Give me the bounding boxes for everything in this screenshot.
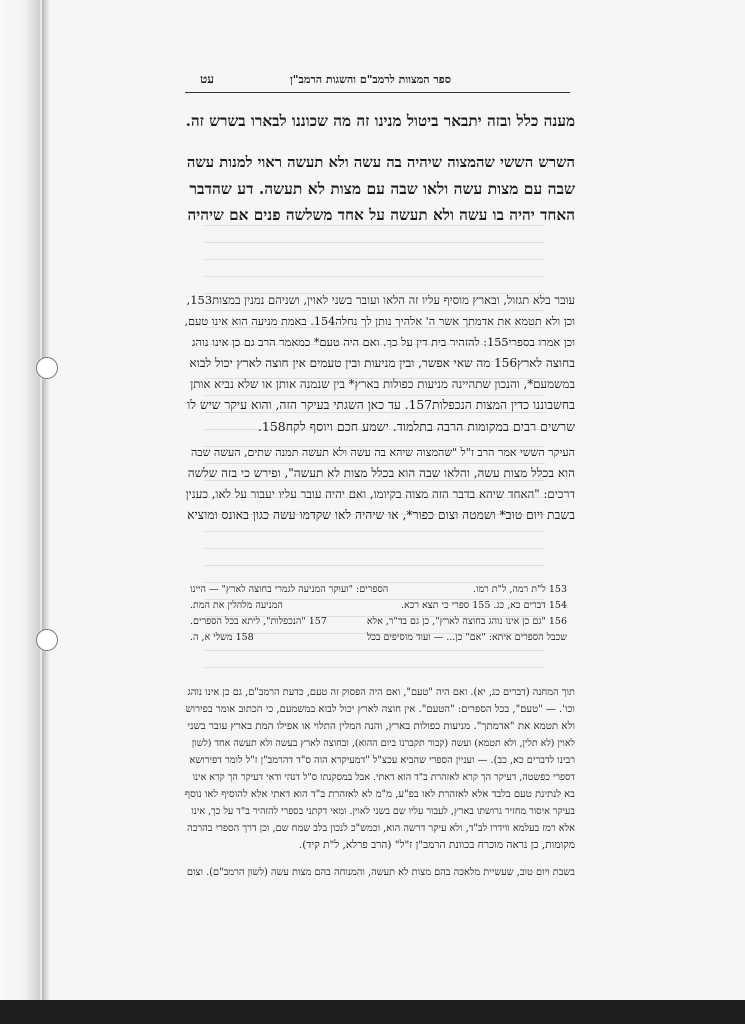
heading-line: השרש הששי שהמצוה שיהיה בה עשה ולא תעשה ראוי למנות עשה [186, 154, 575, 171]
footnote: 157 "הנכפלות", ליתא בכל הספרים. [190, 616, 327, 627]
punch-hole-icon [36, 357, 58, 379]
footnote: הספרים: "ועוקר המניעה לגמרי בחוצה לארץ" — היינו [190, 584, 389, 595]
footnote: שכבל הספרים איתא: "אם" כן... — ועוד מוסיפים בכל [366, 632, 567, 643]
footnote: 158 משלי א, ה. [190, 632, 254, 643]
body-line: דרכים: "האחד שיהא בדבר הזה מצוה בקיומו, ואם יהיה עובר עליו יעבור על לאו, כענין [185, 487, 575, 501]
header-rule [185, 92, 570, 93]
punch-hole-icon [36, 629, 58, 651]
body-line: העיקר הששי אמר הרב ז"ל "שהמצוה שיהא בה עשה ולא תעשה תמנה שתים, העשה שבה [190, 446, 575, 459]
heading-line: האחד יהיה בו עשה ולא תעשה על אחד משלשה פנים אם שיהיה [187, 206, 575, 224]
scan-margin [0, 0, 40, 1024]
body-line: בשבת ויום טוב* ושמטה וצום כפור*, או שיהיה לאו שקדמו עשה כגון באונס ומוציא [187, 508, 575, 522]
commentary-line: בעיקר איסור מחזיר גרושתו בארץ, לעבור עליו שם בשני לאוין. ומאי דקתני בספרי להזהיר ב"ד על כך, אינו [191, 806, 575, 817]
page-edge-shadow [42, 0, 50, 1000]
heading-line: מענה כלל ובזה יתבאר ביטול מנינו זה מה שכוננו לבארו בשרש זה. [185, 112, 575, 130]
commentary-line: תוך המחנה (דברים כג, יא). ואם היה "טעם", ואם היה הפסוק זה טעם, כדעת הרמב"ם, גם כן אינו נוהג [187, 687, 575, 698]
body-line: וכן אמרו בספרי155: להזהיר בית דין על כך. ואם היה טעם* כמאמר הרב גם כן אינו נוהג [191, 336, 575, 349]
commentary-line: דספרי כפשטה, דעיקר הך קרא לאזהרת ב"ד הוא דאתי. אבל במסקנתו ס"ל דנהי ודאי דעיקר הך קרא אינו [192, 772, 575, 783]
commentary-line: בא לנתינת טעם בלבד אלא לאזהרת לאו בפ"ע, מ"מ לא לאזהרת ב"ד הוא דאתי אלא להוסיף לאו נוסף [184, 789, 575, 800]
body-line: הוא בכלל מצות עשה, והלאו שבה הוא בכלל מצות לא תעשה", ופירש כי בזה שלשה [187, 466, 575, 480]
footnote: 156 "גם כן אינו נוהג בחוצה לארץ", כן גם בד"ר, אלא [366, 616, 567, 627]
scanner-bottom-bar [0, 1000, 745, 1024]
commentary-line: אלא רמז בעלמא ווידרו לב"ד, ולא עיקר דרשה הוא, וכמש"כ לנכון בלב שמח שם, וכן דרך הספרי בהרבה [187, 823, 575, 834]
commentary-line: רבינו לדברים כא, כב). — ועניין הספרי שהביא עכצ"ל "דמעיקרא הוה ס"ד דהרמב"ן ז"ל לומר דפירושא [189, 755, 575, 766]
body-line: עובר בלא תגזול, ובארץ מוסיף עליו זה הלאו ועובר בשני לאוין, ושניהם נמנין במצות153, [186, 293, 575, 307]
commentary-line: לאוין (לא תלין, ולא תטמא) ועשה (קבור תקברנו ביום ההוא), ובחוצה לארץ בעשה ולא תעשה אחד (לשון [191, 738, 575, 749]
body-line: במשמעם*, והנכון שתהיינה מניעות כפולות בארץ* בין שנמנה אותן או שלא נביא אותן [190, 377, 575, 391]
footnote: המניעה מלהלין את המת. [190, 600, 283, 611]
body-line: בחשבוננו כדין המצות הנכפלות157. עד כאן השגתי בעיקר הזה, והוא עיקר שיש לו [187, 398, 575, 412]
commentary-line: מקומות, כן נראה מוכרח בכוונת הרמב"ן ז"ל" (הרב פרלא, ל"ת קיד). [298, 839, 575, 851]
body-line: וכן ולא תטמא את אדמתך אשר ה' אלהיך נותן לך נחלה154. באמת מניעה הוא אינו טעם, [184, 315, 575, 328]
running-header: ספר המצוות לרמב"ם והשגות הרמב"ן [290, 73, 452, 86]
heading-line: שבה עם מצות עשה ולאו שבה עם מצות לא תעשה. דע שהדבר [189, 179, 575, 198]
commentary-line: וכו'. — "טעם", בכל הספרים: "הטעם". אין חוצה לארץ יכול לבוא במשמעם, כי הכתוב אומר בפירוש [185, 704, 575, 715]
body-line: בחוצה לארץ156 מה שאי אפשר, ובין מניעות ובין טעמים אין חוצה לארץ יכול לבוא [189, 356, 575, 370]
footnote: 154 דברים כא, כג. 155 ספרי כי תצא רכא. [400, 600, 567, 611]
page-number: עט [200, 72, 215, 86]
commentary-line: ולא תטמא את "אדמתך". מניעות כפולות בארץ, והנה המלין התלוי או אפילו המת בארץ עובר בשני [187, 720, 575, 732]
footnote: 153 ל"ת רמה, ל"ת רמו. [473, 584, 567, 595]
body-line: שרשים רבים במקומות הרבה בתלמוד. ישמע חכם ויוסף לקח158. [257, 419, 575, 434]
commentary-line: בשבת ויום טוב, שעשיית מלאכה בהם מצות לא תעשה, והמנוחה בהם מצות עשה (לשון הרמב"ם). וצום [186, 867, 575, 878]
